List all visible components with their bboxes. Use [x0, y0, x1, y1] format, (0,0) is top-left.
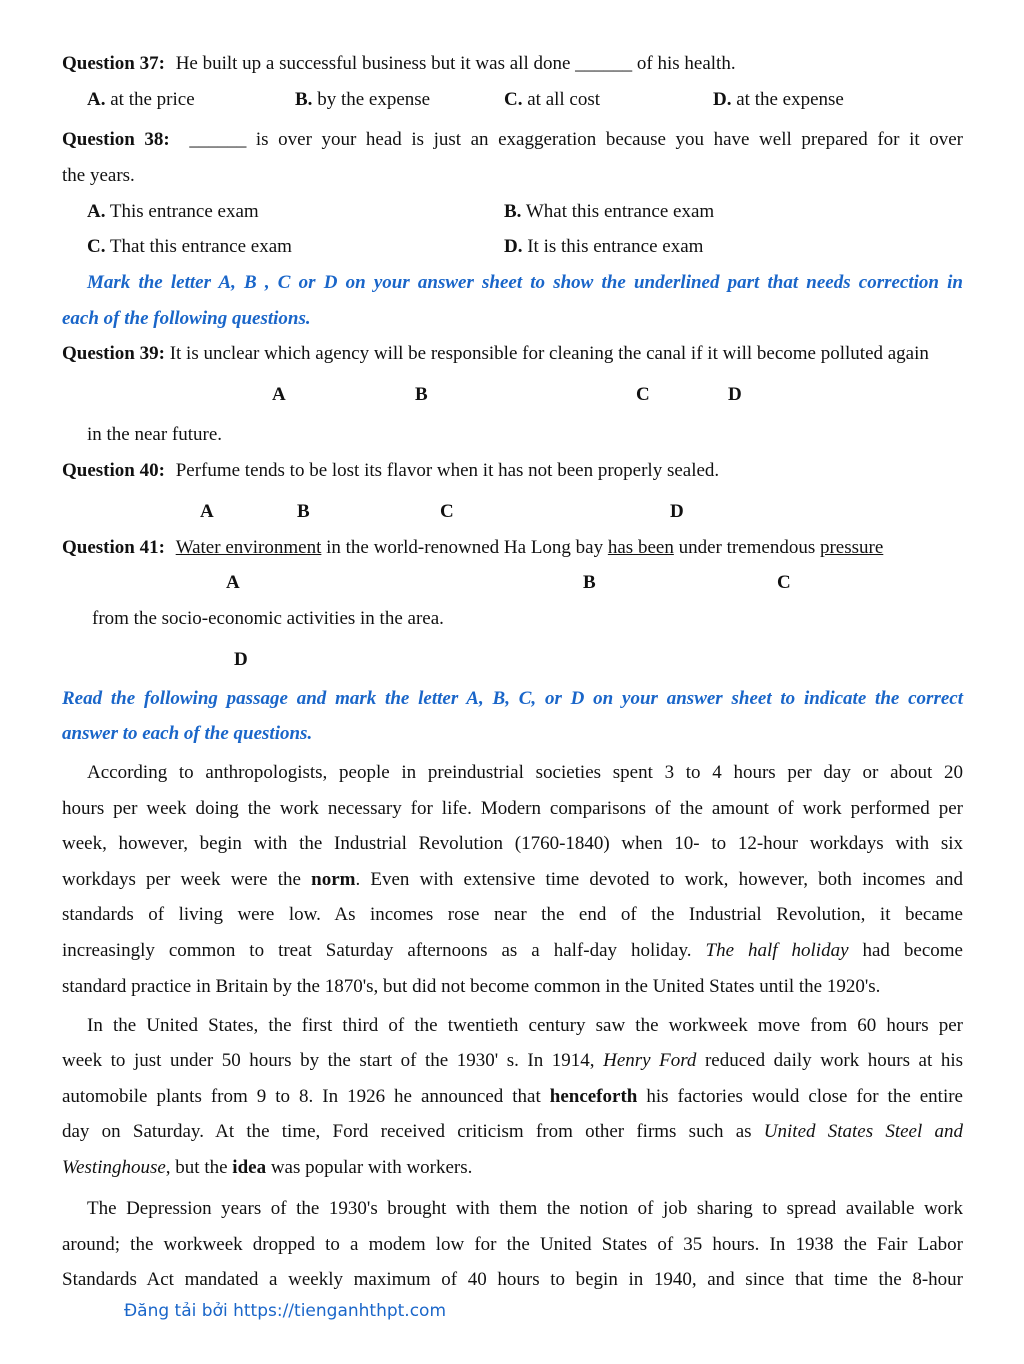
- passage-p1-line4: workdays per week were the norm. Even with extensive time devoted to work, however, both incomes and: [62, 869, 963, 890]
- q37-option-b: B. by the expense: [295, 89, 431, 110]
- question-39-label: Question 39:: [62, 343, 165, 364]
- passage-p1-line6: increasingly common to treat Saturday afternoons as a half-day holiday. The half holiday had become: [62, 940, 963, 961]
- question-39-text-cont: in the near future.: [87, 424, 223, 445]
- question-40-text: Perfume tends to be lost its flavor when it has not been properly sealed.: [175, 460, 720, 481]
- q37-option-c: C. at all cost: [504, 89, 601, 110]
- passage-p3-line2: around; the workweek dropped to a modem low for the United States of 35 hours. In 1938 the Fair Labor: [62, 1234, 963, 1255]
- passage-p2-line4: day on Saturday. At the time, Ford received criticism from other firms such as United States Steel and: [62, 1121, 963, 1142]
- question-41: [62, 536, 883, 560]
- passage-p3-line3: Standards Act mandated a weekly maximum of 40 hours to begin in 1940, and since that time the 8-hour: [62, 1269, 963, 1290]
- q41-underlined-b: has been: [607, 537, 674, 558]
- passage-p2-line5: Westinghouse, but the idea was popular with workers.: [62, 1157, 473, 1178]
- question-40-label: Question 40:: [62, 460, 165, 481]
- question-37-label: Question 37:: [62, 53, 165, 74]
- word-idea: idea: [232, 1157, 267, 1178]
- q41-text-mid2: under tremendous: [673, 537, 820, 558]
- word-norm: norm: [311, 869, 356, 890]
- q40-letter-d: D: [670, 501, 684, 522]
- phrase-henry-ford: Henry Ford: [603, 1050, 697, 1071]
- q38-option-b: B. What this entrance exam: [504, 201, 715, 222]
- passage-p1-line1: According to anthropologists, people in preindustrial societies spent 3 to 4 hours per day or about 20: [87, 762, 963, 783]
- question-38: [62, 128, 963, 152]
- instruction-reading-cont: answer to each of the questions.: [62, 723, 313, 744]
- passage-p1-line5: standards of living were low. As incomes rose near the end of the Industrial Revolution, it became: [62, 904, 963, 925]
- word-henceforth: henceforth: [549, 1086, 638, 1107]
- instruction-error-identification-cont: each of the following questions.: [62, 308, 311, 329]
- phrase-us-steel: United States Steel and: [763, 1121, 963, 1142]
- q41-text-mid1: in the world-renowned Ha Long bay: [321, 537, 608, 558]
- q39-letter-b: B: [415, 384, 428, 405]
- q39-letter-d: D: [728, 384, 742, 405]
- q41-letter-d: D: [234, 649, 248, 670]
- question-41-label: Question 41:: [62, 537, 165, 558]
- instruction-reading: Read the following passage and mark the letter A, B, C, or D on your answer sheet to indicate the correct: [62, 688, 963, 709]
- q38-option-c: C. That this entrance exam: [87, 236, 292, 257]
- question-39-text: It is unclear which agency will be responsible for cleaning the canal if it will become polluted again: [169, 343, 929, 364]
- passage-p2-line3: automobile plants from 9 to 8. In 1926 he announced that henceforth his factories would close for the entire: [62, 1086, 963, 1107]
- question-38-text: ______ is over your head is just an exaggeration because you have well prepared for it over: [189, 129, 963, 150]
- q39-letter-c: C: [636, 384, 650, 405]
- passage-p1-line7: standard practice in Britain by the 1870's, but did not become common in the United States until the 1920's.: [62, 976, 881, 997]
- question-40: [62, 459, 719, 483]
- q40-letter-b: B: [297, 501, 310, 522]
- passage-p3-line1: The Depression years of the 1930's brought with them the notion of job sharing to spread available work: [87, 1198, 963, 1219]
- passage-p1-line3: week, however, begin with the Industrial Revolution (1760-1840) when 10- to 12-hour workdays with six: [62, 833, 963, 854]
- q41-underlined-c: pressure: [819, 537, 884, 558]
- q39-letter-a: A: [272, 384, 286, 405]
- passage-p2-line2: week to just under 50 hours by the start of the 1930' s. In 1914, Henry Ford reduced daily work hours at his: [62, 1050, 963, 1071]
- q41-letter-b: B: [583, 572, 596, 593]
- instruction-error-identification: Mark the letter A, B , C or D on your answer sheet to show the underlined part that needs correction in: [87, 272, 963, 293]
- passage-p1-line2: hours per week doing the work necessary for life. Modern comparisons of the amount of work performed per: [62, 798, 963, 819]
- q38-option-a: A. This entrance exam: [87, 201, 259, 222]
- q40-letter-c: C: [440, 501, 454, 522]
- q41-underlined-a: Water environment: [175, 537, 322, 558]
- phrase-half-holiday: The half holiday: [705, 940, 849, 961]
- question-38-text-cont: the years.: [62, 165, 135, 186]
- q41-letter-c: C: [777, 572, 791, 593]
- passage-p2-line1: In the United States, the first third of the twentieth century saw the workweek move from 60 hours per: [87, 1015, 963, 1036]
- question-37-text: He built up a successful business but it was all done ______ of his health.: [175, 53, 736, 74]
- question-38-label: Question 38:: [62, 129, 170, 150]
- q38-option-d: D. It is this entrance exam: [504, 236, 704, 257]
- q41-letter-a: A: [226, 572, 240, 593]
- q37-option-a: A. at the price: [87, 89, 195, 110]
- q40-letter-a: A: [200, 501, 214, 522]
- question-41-text-cont: from the socio-economic activities in the area.: [92, 608, 444, 629]
- question-39: [62, 342, 929, 366]
- footer-source-link[interactable]: Đăng tải bởi https://tienganhthpt.com: [124, 1301, 447, 1321]
- phrase-westinghouse: Westinghouse: [62, 1157, 166, 1178]
- q37-option-d: D. at the expense: [713, 89, 844, 110]
- question-37: [62, 52, 736, 76]
